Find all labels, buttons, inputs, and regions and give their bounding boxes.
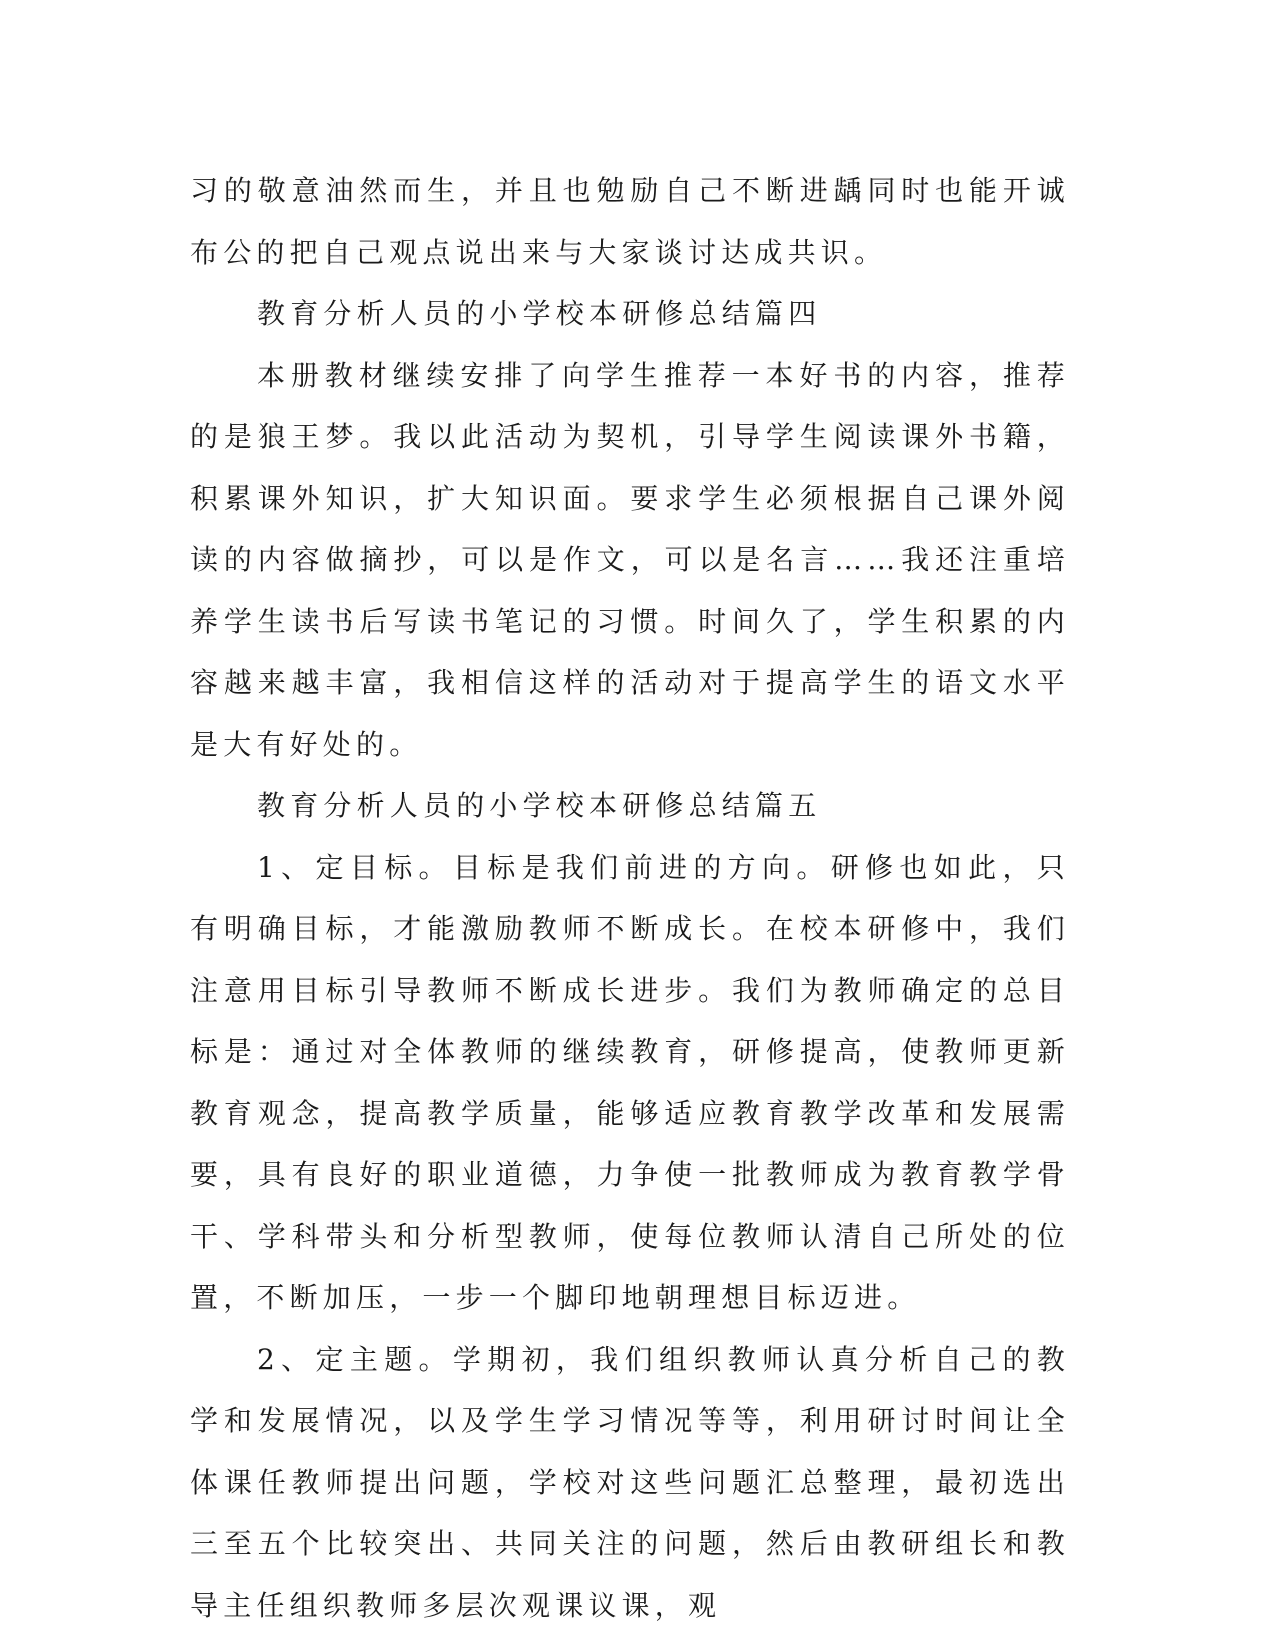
paragraph-set-goals: 1、定目标。目标是我们前进的方向。研修也如此，只有明确目标，才能激励教师不断成长。在校本研修中，我们注意用目标引导教师不断成长进步。我们为教师确定的总目标是：通过对全体教师的继续教育，研修提高，使教师更新教育观念，提高教学质量，能够适应教育教学改革和发展需要，具有良好的职业道德，力争使一批教师成为教育教学骨干、学科带头和分析型教师，使每位教师认清自己所处的位置，不断加压，一步一个脚印地朝理想目标迈进。 [190,850,1070,1314]
paragraph-continuation: 习的敬意油然而生，并且也勉励自己不断进龋同时也能开诚布公的把自己观点说出来与大家谈讨达成共识。 [190,174,1070,269]
document-body [190,160,1070,1636]
paragraph-set-topics: 2、定主题。学期初，我们组织教师认真分析自己的教学和发展情况，以及学生学习情况等等，利用研讨时间让全体课任教师提出问题，学校对这些问题汇总整理，最初选出三至五个比较突出、共同关注的问题，然后由教研组长和教导主任组织教师多层次观课议课，观 [190,1342,1070,1622]
section-heading-part-four: 教育分析人员的小学校本研修总结篇四 [257,297,822,330]
section-heading-part-five: 教育分析人员的小学校本研修总结篇五 [257,789,822,822]
paragraph-reading-activity: 本册教材继续安排了向学生推荐一本好书的内容，推荐的是狼王梦。我以此活动为契机，引导学生阅读课外书籍，积累课外知识，扩大知识面。要求学生必须根据自己课外阅读的内容做摘抄，可以是作文，可以是名言……我还注重培养学生读书后写读书笔记的习惯。时间久了，学生积累的内容越来越丰富，我相信这样的活动对于提高学生的语文水平是大有好处的。 [190,358,1070,761]
